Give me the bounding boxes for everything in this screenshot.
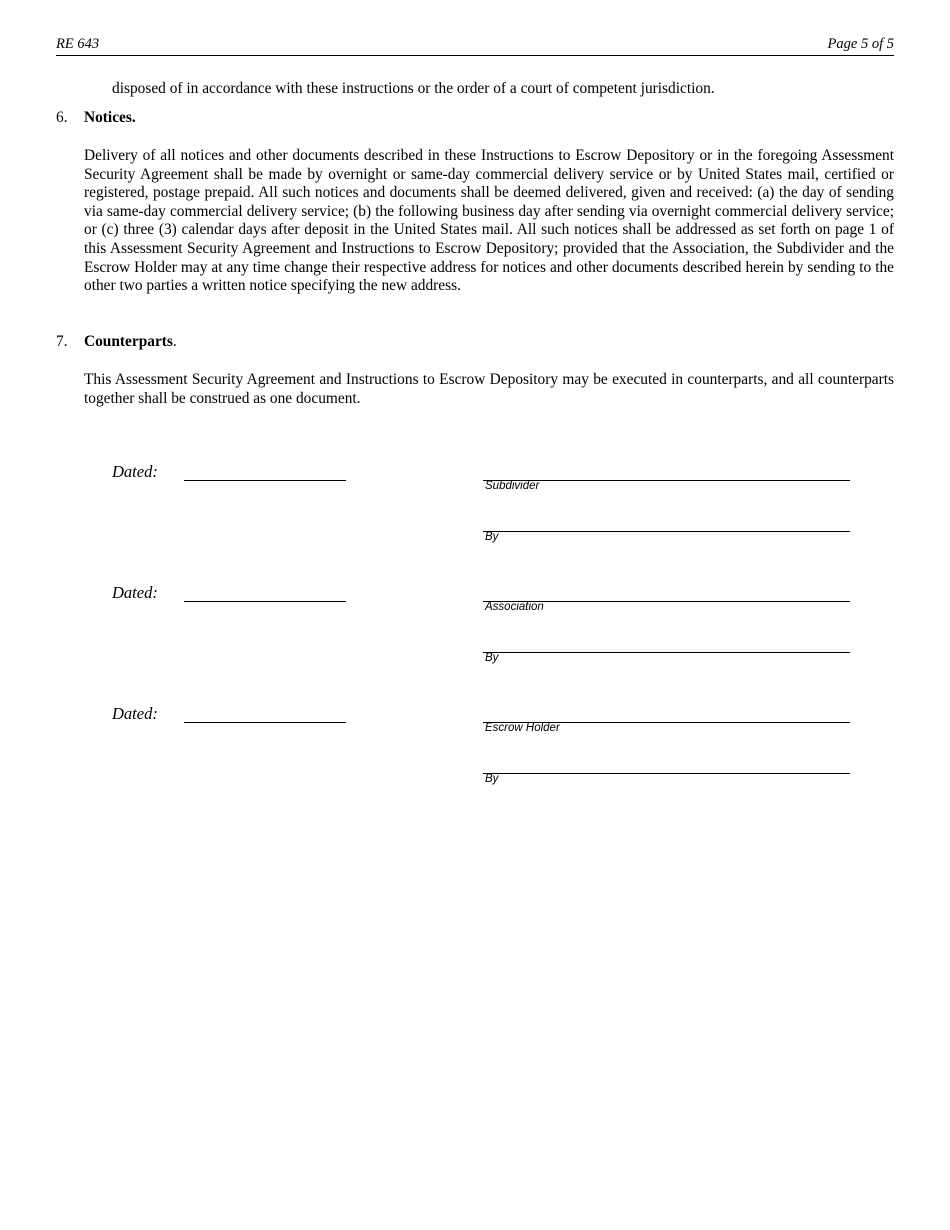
section-6-body: Delivery of all notices and other documents described in these Instructions to Escrow Depository or in the foregoing Assessment Security Agreement shall be made by overnight or same-day commercial delivery service or by United States mail, certified or registered, postage prepaid. All such notices and documents shall be deemed delivered, given and received: (a) the day of sending via same-day commercial delivery service; (b) the following business day after sending via overnight commercial delivery service; or (c) three (3) calendar days after deposit in the United States mail. All such notices shall be addressed as set forth on page 1 of this Assessment Security Agreement and Instructions to Escrow Depository; provided that the Association, the Subdivider and the Escrow Holder may at any time change their respective address for notices and other documents described herein by sending to the other two parties a written notice specifying the new address. xyxy=(84,147,894,295)
section-6-title: Notices. xyxy=(84,109,136,126)
section-7-number: 7. xyxy=(56,333,68,350)
escrow-holder-label: Escrow Holder xyxy=(485,722,560,734)
by-label: By xyxy=(485,652,499,664)
dated-label: Dated: xyxy=(112,583,158,602)
by-label: By xyxy=(485,773,499,785)
dated-label: Dated: xyxy=(112,462,158,481)
dated-field[interactable] xyxy=(184,480,346,481)
form-id: RE 643 xyxy=(56,36,100,52)
escrow-holder-by-line[interactable] xyxy=(483,773,850,774)
section-7-title: Counterparts. xyxy=(84,333,177,350)
dated-label: Dated: xyxy=(112,704,158,723)
section-7-body: This Assessment Security Agreement and Instructions to Escrow Depository may be executed in counterparts, and all counterparts together shall be construed as one document. xyxy=(84,371,894,407)
dated-field[interactable] xyxy=(184,601,346,602)
dated-field[interactable] xyxy=(184,722,346,723)
subdivider-label: Subdivider xyxy=(485,480,540,492)
association-label: Association xyxy=(485,601,544,613)
continuation-text: disposed of in accordance with these instructions or the order of a court of competent jurisdiction. xyxy=(112,80,715,97)
by-label: By xyxy=(485,531,499,543)
section-6-number: 6. xyxy=(56,109,68,126)
page-header xyxy=(56,36,894,56)
page-number: Page 5 of 5 xyxy=(827,36,894,52)
association-by-line[interactable] xyxy=(483,652,850,653)
subdivider-by-line[interactable] xyxy=(483,531,850,532)
